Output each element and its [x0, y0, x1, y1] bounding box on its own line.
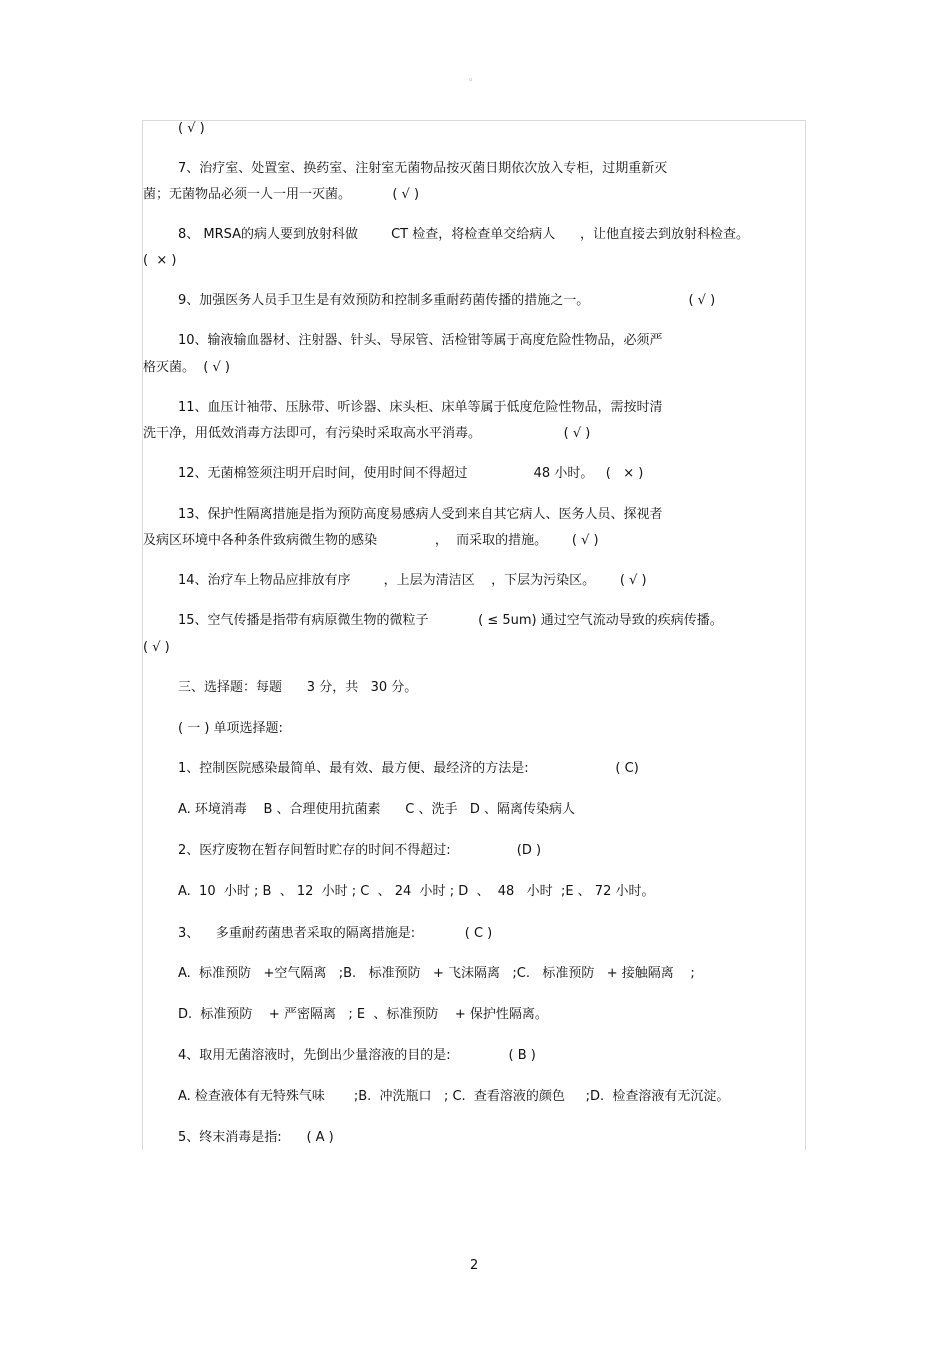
mc2-question: 2、医疗废物在暂存间暂时贮存的时间不得超过: (D ) [178, 843, 542, 858]
section-3-heading: 三、选择题：每题 3 分，共 30 分。 [178, 680, 418, 695]
q10-line2: 格灭菌。 ( √ ) [143, 360, 230, 375]
mc2-options: A. 10 小时 ; B 、 12 小时 ; C 、 24 小时 ; D 、 48 小时 ;E 、 72 小时。 [178, 884, 655, 899]
q7-line1: 7、治疗室、处置室、换药室、注射室无菌物品按灭菌日期依次放入专柜，过期重新灭 [178, 161, 668, 176]
q8-line1: 8、 MRSA的病人要到放射科做 CT 检查，将检查单交给病人 ，让他直接去到放射科检查。 [178, 227, 750, 242]
q10-line1: 10、输液输血器材、注射器、针头、导尿管、活检钳等属于高度危险性物品，必须严 [178, 333, 663, 348]
q7-line2: 菌；无菌物品必须一人一用一灭菌。 ( √ ) [143, 187, 420, 202]
header-mark: 。 [469, 73, 479, 83]
mc3-options-line1: A. 标准预防 +空气隔离 ;B. 标准预防 + 飞沫隔离 ;C. 标准预防 + 接触隔离 ; [178, 966, 695, 981]
mc3-question: 3、 多重耐药菌患者采取的隔离措施是: ( C ) [178, 926, 493, 941]
q9-line: 9、加强医务人员手卫生是有效预防和控制多重耐药菌传播的措施之一。 ( √ ) [178, 293, 716, 308]
mc1-options: A. 环境消毒 B 、合理使用抗菌素 C 、洗手 D 、隔离传染病人 [178, 802, 576, 817]
mc4-question: 4、取用无菌溶液时，先倒出少量溶液的目的是: ( B ) [178, 1048, 536, 1063]
mc4-options: A. 检查液体有无特殊气味 ;B. 冲洗瓶口 ; C. 查看溶液的颜色 ;D. 检查溶液有无沉淀。 [178, 1089, 730, 1104]
page-number: 2 [470, 1258, 479, 1273]
q13-line2: 及病区环境中各种条件致病微生物的感染 ， 而采取的措施。 ( √ ) [143, 533, 599, 548]
q11-line1: 11、血压计袖带、压脉带、听诊器、床头柜、床单等属于低度危险性物品，需按时清 [178, 400, 663, 415]
q12-line: 12、无菌棉签须注明开启时间，使用时间不得超过 48 小时。 ( × ) [178, 466, 644, 481]
mc5-question: 5、终末消毒是指: ( A ) [178, 1130, 334, 1145]
subsection-single-choice: ( 一 ) 单项选择题: [178, 721, 283, 736]
q15-line1: 15、空气传播是指带有病原微生物的微粒子 ( ≤ 5um) 通过空气流动导致的疾病传播。 [178, 613, 723, 628]
q14-line: 14、治疗车上物品应排放有序 ，上层为清洁区 ，下层为污染区。 ( √ ) [178, 573, 647, 588]
answer-6: ( √ ) [178, 121, 205, 136]
q8-line2: ( × ) [143, 253, 177, 268]
q11-line2: 洗干净，用低效消毒方法即可，有污染时采取高水平消毒。 ( √ ) [143, 426, 591, 441]
mc1-question: 1、控制医院感染最简单、最有效、最方便、最经济的方法是: ( C) [178, 761, 639, 776]
mc3-options-line2: D. 标准预防 + 严密隔离 ; E 、标准预防 + 保护性隔离。 [178, 1007, 548, 1022]
q13-line1: 13、保护性隔离措施是指为预防高度易感病人受到来自其它病人、医务人员、探视者 [178, 507, 663, 522]
content-frame [142, 120, 806, 1150]
q15-line2: ( √ ) [143, 640, 170, 655]
